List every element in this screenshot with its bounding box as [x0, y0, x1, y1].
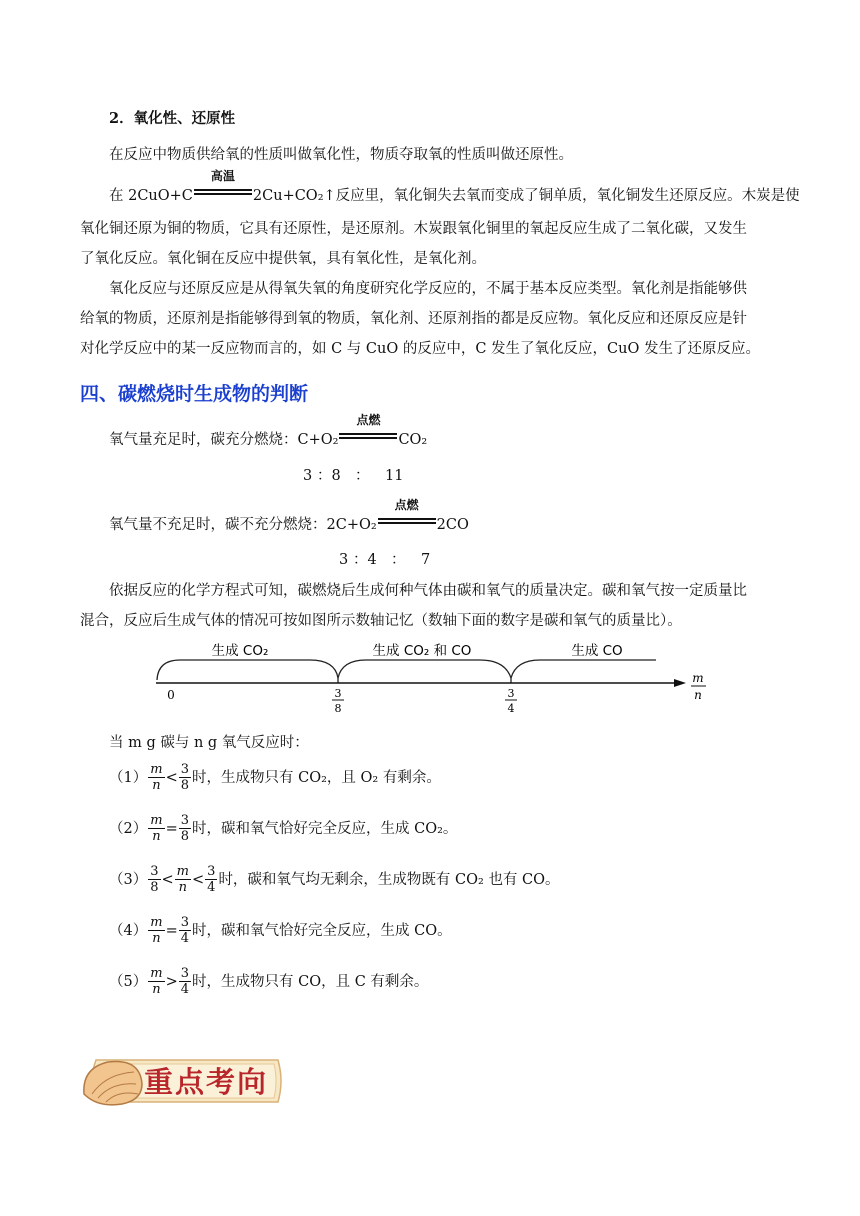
paragraph-axis-intro-line1: 依据反应的化学方程式可知，碳燃烧后生成何种气体由碳和氧气的质量决定。碳和氧气按一定质量比: [109, 583, 747, 599]
mass-ratio-incomplete: [339, 550, 430, 570]
operator: <: [161, 871, 174, 888]
tick-label-3-4-den: 4: [507, 702, 515, 715]
paragraph-reaction-line1: [109, 169, 800, 206]
operator: =: [165, 922, 178, 939]
case-item: [109, 762, 441, 793]
number-line-diagram: [150, 636, 710, 720]
equation-sign-high-temp: [193, 169, 253, 200]
paragraph-definition: 在反应中物质供给氧的性质叫做氧化性，物质夺取氧的性质叫做还原性。: [109, 147, 573, 163]
brace-co: [511, 660, 656, 678]
equation-sign-ignite: [338, 413, 398, 444]
fraction-m-n: $\frac{m}{n}$: [150, 762, 163, 793]
fraction-m-n: $\frac{m}{n}$: [176, 864, 189, 895]
segment-label-co: 生成 CO: [571, 643, 623, 659]
mass-ratio-complete: [303, 466, 403, 486]
fraction-3-4: $\frac{3}{4}$: [207, 864, 216, 895]
cases-intro: 当 m g 碳与 n g 氧气反应时：: [109, 735, 309, 751]
segment-label-co2: 生成 CO₂: [211, 643, 269, 659]
tick-label-3-4-num: 3: [507, 687, 515, 700]
case-index: （2）: [109, 820, 148, 837]
case-item: [109, 864, 560, 895]
section-heading-carbon-combustion: 四、碳燃烧时生成物的判断: [80, 383, 309, 405]
equation-right: 2Cu+CO₂↑反应里，氧化铜失去氧而变成了铜单质，氧化铜发生还原反应。木炭是使: [252, 188, 800, 204]
case-index: （4）: [109, 922, 148, 939]
reaction-condition: 点燃: [356, 413, 381, 427]
ratio-separator: ：: [391, 552, 406, 568]
ratio-value: 11: [385, 468, 404, 484]
case-index: （5）: [109, 973, 148, 990]
ratio-value: 7: [421, 552, 431, 568]
paragraph-redox-line3: 对化学反应中的某一反应物而言的，如 C 与 CuO 的反应中，C 发生了氧化反应，CuO 发生了还原反应。: [80, 341, 760, 357]
case-text: 时，碳和氧气恰好完全反应，生成 CO。: [192, 922, 452, 939]
equation-left: 在 2CuO+C: [109, 188, 193, 204]
paragraph-reaction-line3: 了氧化反应。氧化铜在反应中提供氧，具有氧化性，是氧化剂。: [80, 251, 486, 267]
equation-complete-combustion: [109, 413, 428, 450]
equation-incomplete-combustion: [109, 498, 469, 535]
fraction-m-n: $\frac{m}{n}$: [150, 915, 163, 946]
tick-label-3-8-den: 8: [334, 702, 342, 715]
equation-left: 氧气量充足时，碳充分燃烧：C+O₂: [109, 432, 339, 448]
case-index: （1）: [109, 769, 148, 786]
reaction-condition: 高温: [210, 169, 235, 183]
tick-label-zero: 0: [167, 688, 175, 702]
paragraph-axis-intro-line2: 混合，反应后生成气体的情况可按如图所示数轴记忆（数轴下面的数字是碳和氧气的质量比）。: [80, 613, 682, 629]
axis-label-m: m: [692, 671, 704, 685]
operator: >: [165, 973, 178, 990]
paragraph-redox-line2: 给氧的物质，还原剂是指能够得到氧的物质，氧化剂、还原剂指的都是反应物。氧化反应和还原反应是针: [80, 311, 747, 327]
case-text: 时，生成物只有 CO₂，且 O₂ 有剩余。: [192, 769, 441, 786]
reaction-condition: 点燃: [394, 498, 419, 512]
section-heading-oxidation: 2．氧化性、还原性: [109, 110, 236, 127]
equation-left: 氧气量不充足时，碳不充分燃烧：2C+O₂: [109, 517, 377, 533]
segment-label-co2-co: 生成 CO₂ 和 CO: [372, 643, 472, 659]
case-text: 时，碳和氧气恰好完全反应，生成 CO₂。: [192, 820, 458, 837]
case-item: [109, 966, 428, 997]
key-points-banner: [78, 1050, 288, 1112]
tick-label-3-8-num: 3: [334, 687, 342, 700]
fraction-3-8: $\frac{3}{8}$: [150, 864, 159, 895]
fraction-3-8: $\frac{3}{8}$: [180, 813, 189, 844]
paragraph-redox-line1: 氧化反应与还原反应是从得氧失氧的角度研究化学反应的，不属于基本反应类型。氧化剂是指能够供: [109, 281, 747, 297]
shell-icon: [84, 1061, 142, 1104]
paragraph-reaction-line2: 氧化铜还原为铜的物质，它具有还原性，是还原剂。木炭跟氧化铜里的氧起反应生成了二氧化碳，又发生: [80, 221, 747, 237]
case-text: 时，生成物只有 CO，且 C 有剩余。: [192, 973, 429, 990]
equation-product: 2CO: [436, 517, 469, 533]
fraction-m-n: $\frac{m}{n}$: [150, 966, 163, 997]
case-index: （3）: [109, 871, 148, 888]
fraction-m-n: $\frac{m}{n}$: [150, 813, 163, 844]
ratio-value: ：4: [353, 552, 377, 568]
operator: <: [165, 769, 178, 786]
axis-label-n: n: [694, 688, 702, 702]
operator: <: [192, 871, 205, 888]
case-item: [109, 813, 457, 844]
banner-label: 重点考向: [144, 1065, 269, 1099]
fraction-3-4: $\frac{3}{4}$: [180, 915, 189, 946]
ratio-value: 3: [339, 552, 349, 568]
equation-product: CO₂: [398, 432, 428, 448]
brace-co2-and-co: [338, 660, 511, 678]
ratio-value: 3: [303, 468, 313, 484]
fraction-3-8: $\frac{3}{8}$: [180, 762, 189, 793]
case-item: [109, 915, 452, 946]
ratio-value: ：8: [317, 468, 341, 484]
case-text: 时，碳和氧气均无剩余，生成物既有 CO₂ 也有 CO。: [218, 871, 560, 888]
brace-co2: [157, 660, 338, 680]
equation-sign-ignite: [377, 498, 437, 529]
fraction-3-4: $\frac{3}{4}$: [180, 966, 189, 997]
axis-arrow-icon: [674, 679, 686, 687]
ratio-separator: ：: [355, 468, 370, 484]
operator: =: [165, 820, 178, 837]
